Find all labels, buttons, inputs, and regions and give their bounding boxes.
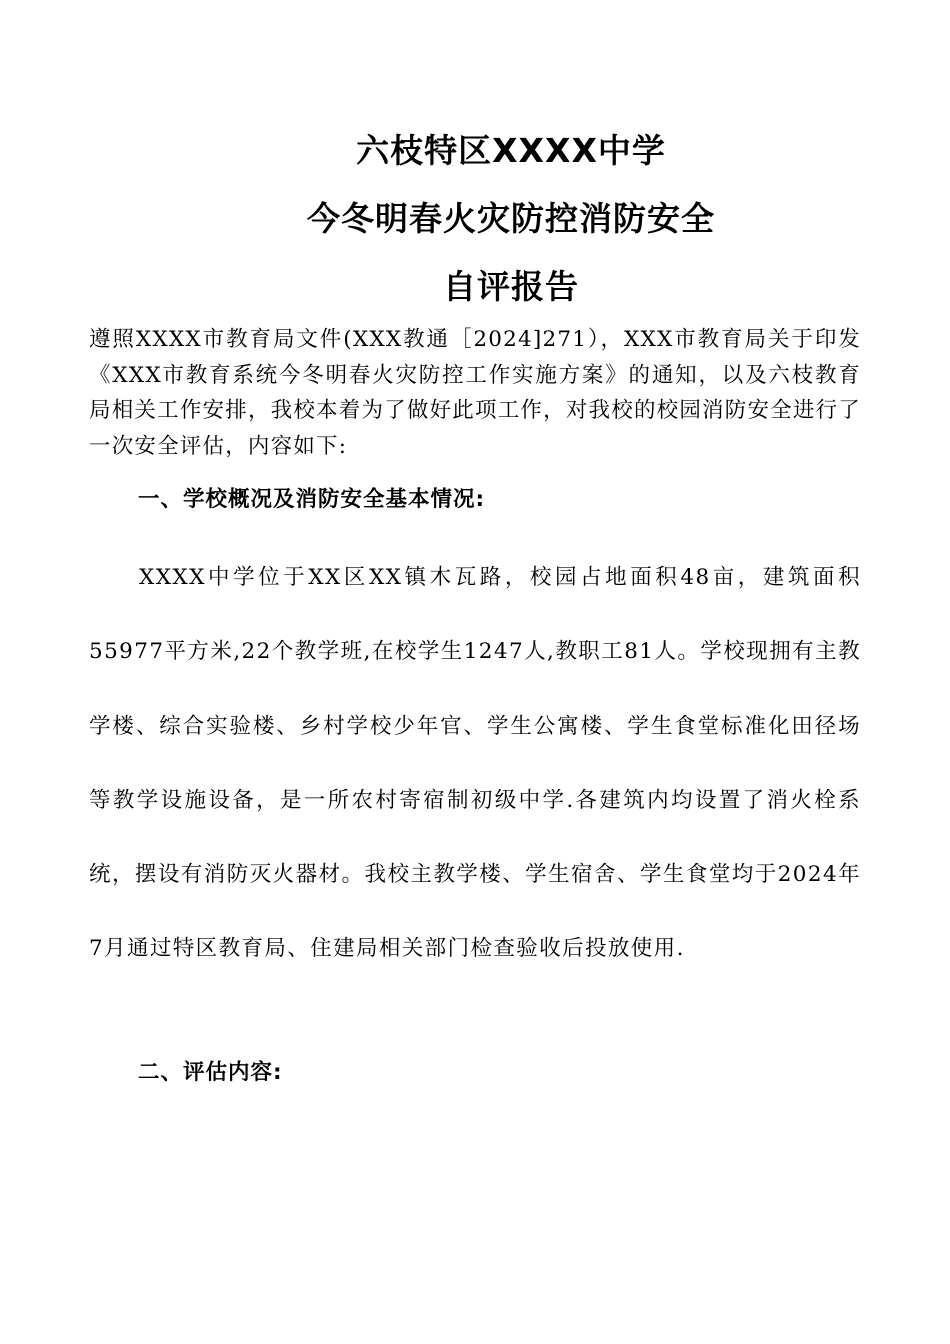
document-title-line-3: 自评报告: [443, 267, 579, 306]
document-title-line-2: 今冬明春火灾防控消防安全: [307, 199, 715, 238]
section-heading-assessment: 二、评估内容:: [138, 1060, 283, 1085]
intro-paragraph: 遵照XXXX市教育局文件(XXX教通［2024]271），XXX市教育局关于印发《XXX市教育系统今冬明春火灾防控工作实施方案》的通知，以及六枝教育局相关工作安排，我校本着为了做好此项工作，对我校的校园消防安全进行了一次安全评估，内容如下:: [89, 327, 861, 459]
section-heading-overview: 一、学校概况及消防安全基本情况:: [138, 487, 486, 512]
document-title-line-1: 六枝特区XXXX中学: [356, 131, 666, 170]
section-overview-body: XXXX中学位于XX区XX镇木瓦路，校园占地面积48亩，建筑面积55977平方米,22个教学班,在校学生1247人,教职工81人。学校现拥有主教学楼、综合实验楼、乡村学校少年官、学生公寓楼、学生食堂标准化田径场等教学设施设备，是一所农村寄宿制初级中学.各建筑内均设置了消火栓系统，摆设有消防灭火器材。我校主教学楼、学生宿舍、学生食堂均于2024年7月通过特区教育局、住建局相关部门检查验收后投放使用.: [89, 565, 861, 962]
